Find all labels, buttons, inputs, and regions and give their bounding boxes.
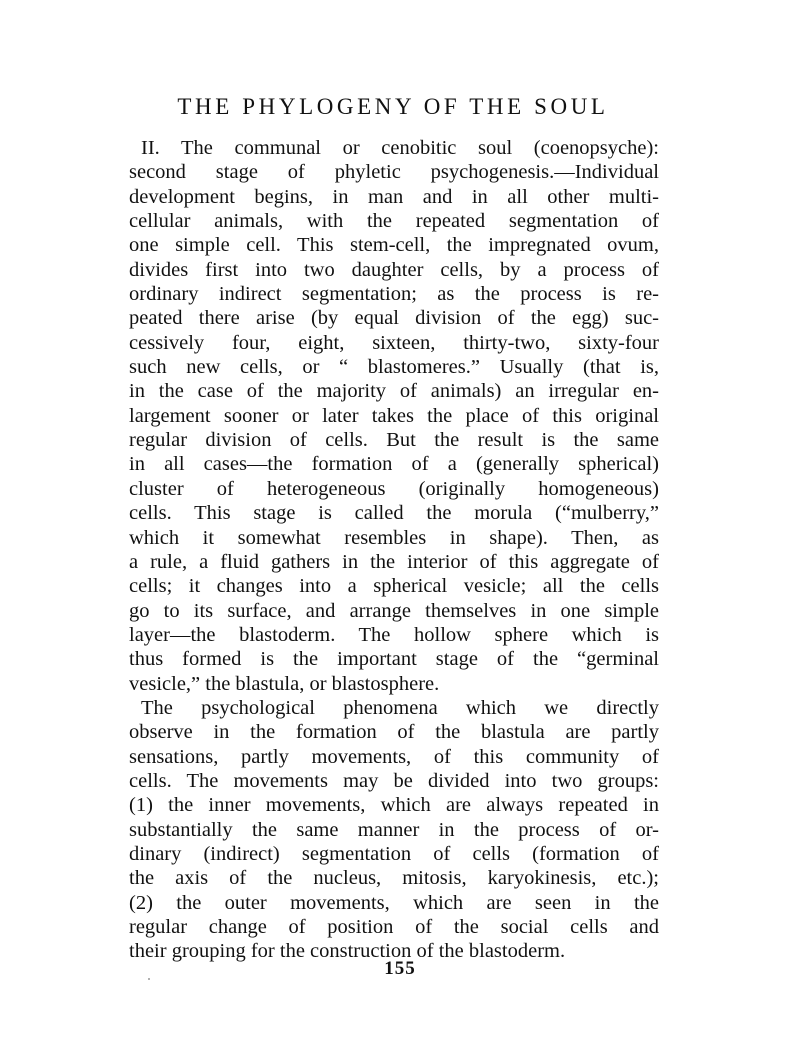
text-line: The psychological phenomena which we directly	[141, 696, 659, 719]
text-line: in all cases—the formation of a (generally spherical)	[129, 453, 659, 476]
body-text	[129, 136, 659, 964]
text-line: (1) the inner movements, which are always repeated in	[129, 794, 659, 817]
text-line: a rule, a fluid gathers in the interior of this aggregate of	[129, 550, 659, 573]
text-line: which it somewhat resembles in shape). Then, as	[129, 526, 659, 549]
text-line: go to its surface, and arrange themselves in one simple	[129, 599, 659, 622]
text-line: ordinary indirect segmentation; as the process is re-	[129, 283, 659, 306]
text-line: cluster of heterogeneous (originally homogeneous)	[129, 477, 659, 500]
text-line: vesicle,” the blastula, or blastosphere.	[129, 672, 440, 695]
text-line: divides first into two daughter cells, by a process of	[129, 258, 659, 281]
text-line: layer—the blastoderm. The hollow sphere which is	[129, 623, 659, 646]
text-line: second stage of phyletic psychogenesis.—Individual	[129, 161, 659, 184]
text-line: development begins, in man and in all other multi-	[129, 185, 659, 208]
text-line: cellular animals, with the repeated segmentation of	[129, 210, 659, 233]
text-line: their grouping for the construction of the blastoderm.	[129, 940, 566, 963]
text-line: one simple cell. This stem-cell, the impregnated ovum,	[129, 234, 659, 257]
text-line: the axis of the nucleus, mitosis, karyokinesis, etc.);	[129, 867, 659, 890]
running-head: THE PHYLOGENY OF THE SOUL	[177, 94, 609, 119]
text-line: peated there arise (by equal division of the egg) suc-	[129, 307, 659, 330]
text-line: cells. The movements may be divided into two groups:	[129, 769, 659, 792]
text-line: cells; it changes into a spherical vesicle; all the cells	[129, 575, 659, 598]
text-line: regular division of cells. But the result is the same	[129, 429, 659, 452]
page-number: 155	[384, 958, 416, 979]
text-line: II. The communal or cenobitic soul (coenopsyche):	[141, 137, 659, 159]
print-speck	[148, 978, 150, 980]
text-line: (2) the outer movements, which are seen in the	[129, 891, 659, 914]
text-line: dinary (indirect) segmentation of cells (formation of	[129, 842, 659, 865]
text-line: substantially the same manner in the process of or-	[129, 818, 659, 841]
text-line: largement sooner or later takes the place of this original	[129, 404, 659, 427]
text-line: cessively four, eight, sixteen, thirty-two, sixty-four	[129, 331, 659, 354]
text-line: thus formed is the important stage of the “germinal	[129, 648, 659, 671]
text-line: sensations, partly movements, of this community of	[129, 745, 659, 768]
text-line: cells. This stage is called the morula (“mulberry,”	[129, 502, 659, 525]
text-line: in the case of the majority of animals) an irregular en-	[129, 380, 659, 403]
text-line: regular change of position of the social cells and	[129, 916, 659, 938]
text-line: such new cells, or “ blastomeres.” Usually (that is,	[129, 356, 659, 379]
text-line: observe in the formation of the blastula are partly	[129, 721, 659, 744]
